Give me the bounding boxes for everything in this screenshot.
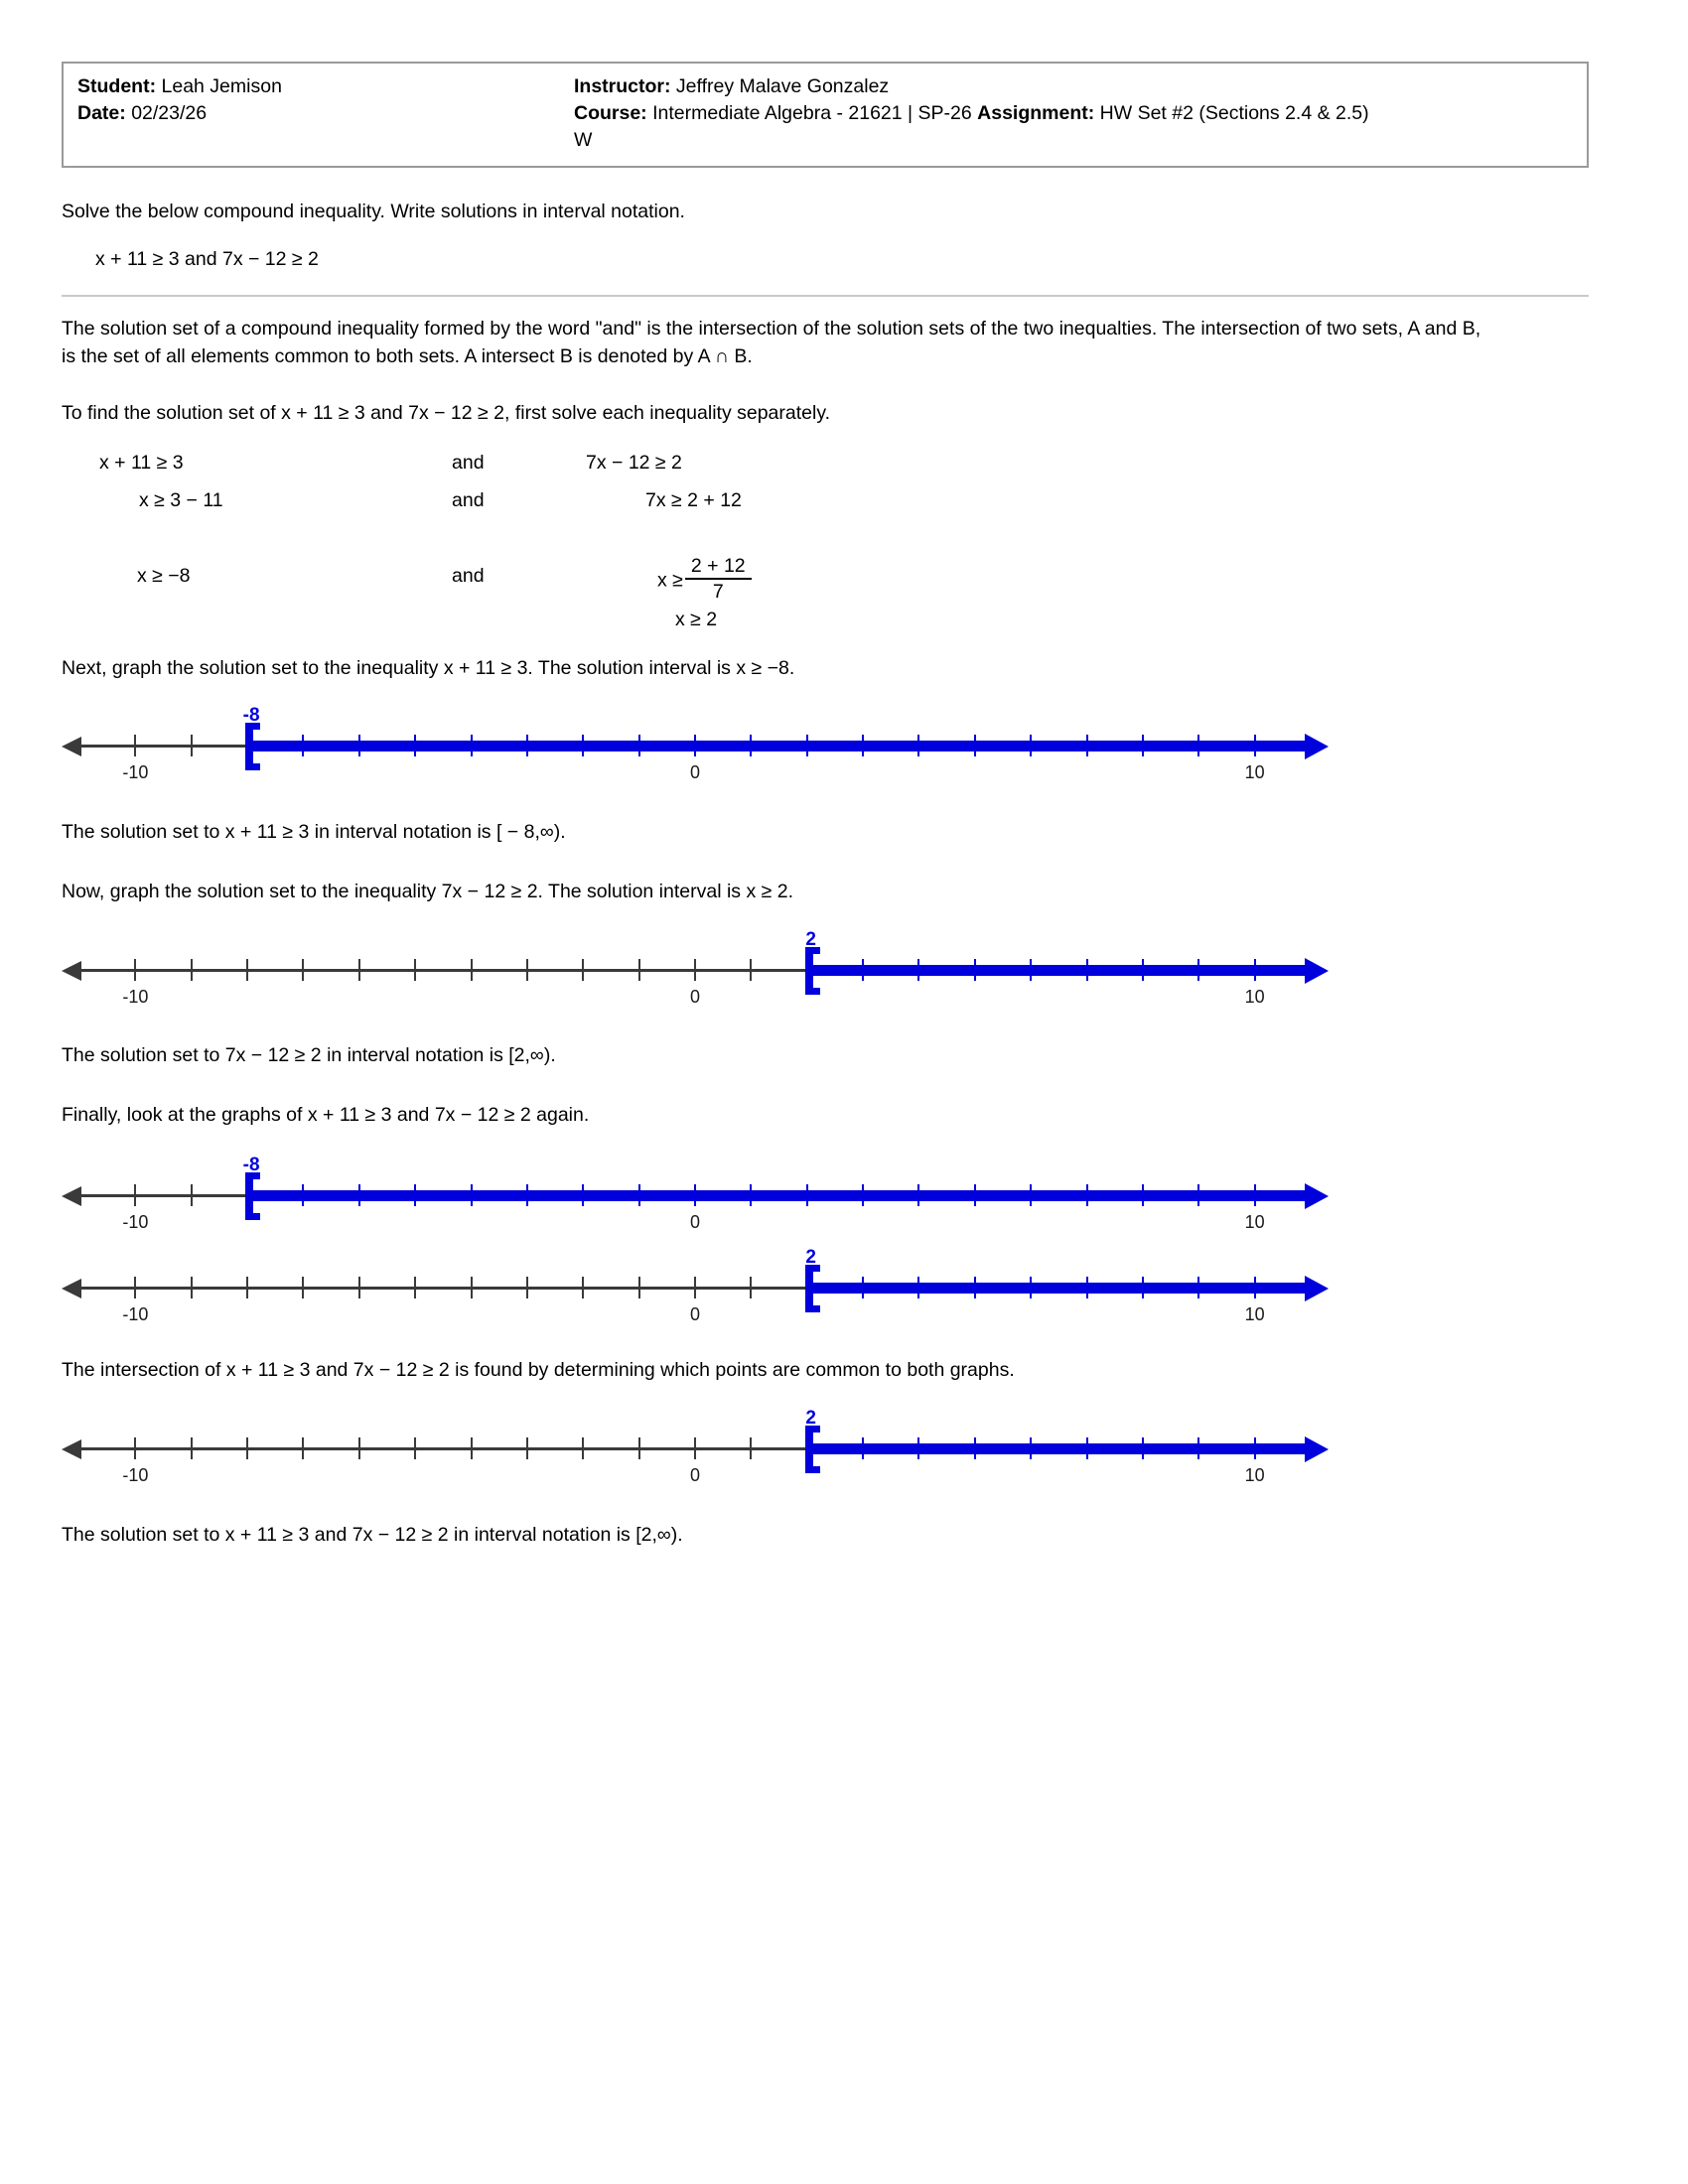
algebra-work [99, 452, 993, 646]
endpoint-bracket-icon [805, 1426, 820, 1473]
step-finally: Finally, look at the graphs of x + 11 ≥ 3 and 7x − 12 ≥ 2 again. [62, 1104, 590, 1126]
axis-tick-label: -10 [122, 987, 149, 1007]
endpoint-label: 2 [805, 929, 817, 950]
axis-tick [471, 1437, 473, 1459]
step-graph-second: Now, graph the solution set to the inequality 7x − 12 ≥ 2. The solution interval is x ≥ 2. [62, 881, 794, 902]
axis-tick [750, 1437, 752, 1459]
fraction [685, 555, 752, 604]
graph-x-ge-neg8 [62, 707, 1352, 786]
explanation-intro: The solution set of a compound inequality formed by the word "and" is the intersection of the solution sets of the two inequalties. The intersection of two sets, A and B, is the set of all elements common to both sets. A intersect B is denoted by A ∩ B. [62, 318, 1481, 367]
work-row-left: x ≥ 3 − 11 [139, 489, 223, 511]
axis-arrow-left-icon [62, 1279, 81, 1298]
section-divider [62, 295, 1589, 297]
axis-tick-label: -10 [122, 762, 149, 782]
axis-tick-label: -10 [122, 1465, 149, 1485]
problem-prompt: Solve the below compound inequality. Write solutions in interval notation. [62, 201, 685, 222]
endpoint-bracket-icon [805, 1265, 820, 1312]
step-interval-first: The solution set to x + 11 ≥ 3 in interval notation is [ − 8,∞). [62, 821, 566, 843]
student-label: Student: [77, 75, 157, 97]
axis-tick-label: 0 [689, 1465, 701, 1485]
graph-intersection [62, 1410, 1352, 1489]
work-row-right: 7x ≥ 2 + 12 [645, 489, 742, 511]
solution-ray [807, 1283, 1305, 1294]
work-row-right: x ≥ 2 [675, 609, 718, 630]
student-name: Leah Jemison [161, 75, 282, 97]
axis-tick [358, 1437, 360, 1459]
step-intersection: The intersection of x + 11 ≥ 3 and 7x − 12 ≥ 2 is found by determining which points are common to both graphs. [62, 1359, 1015, 1381]
step-interval-second: The solution set to 7x − 12 ≥ 2 in interval notation is [2,∞). [62, 1044, 556, 1066]
axis-tick-label: 0 [689, 1304, 701, 1324]
explanation-solve-separately: To find the solution set of x + 11 ≥ 3 and 7x − 12 ≥ 2, first solve each inequality separately. [62, 402, 831, 424]
axis-tick [134, 1277, 136, 1298]
axis-tick [358, 959, 360, 981]
number-line-canvas [62, 931, 1352, 1011]
graph-x-ge-2 [62, 931, 1352, 1011]
axis-tick [191, 1437, 193, 1459]
graph-recap-x-ge-neg8 [62, 1157, 1352, 1236]
axis-tick [526, 1277, 528, 1298]
axis-tick [694, 959, 696, 981]
axis-tick [526, 1437, 528, 1459]
axis-tick [638, 959, 640, 981]
course-label: Course: [574, 101, 647, 124]
axis-tick [582, 1277, 584, 1298]
axis-tick [191, 735, 193, 756]
axis-tick [191, 1277, 193, 1298]
solution-ray [807, 965, 1305, 976]
number-line-canvas [62, 1249, 1352, 1328]
axis-tick [302, 1277, 304, 1298]
course-line [574, 100, 1573, 127]
number-line-canvas [62, 1157, 1352, 1236]
solution-ray [247, 741, 1305, 751]
problem-expression: x + 11 ≥ 3 and 7x − 12 ≥ 2 [95, 248, 319, 270]
axis-tick [694, 1437, 696, 1459]
date-label: Date: [77, 101, 126, 124]
axis-tick [246, 959, 248, 981]
axis-tick [582, 1437, 584, 1459]
axis-tick [414, 1277, 416, 1298]
axis-tick [582, 959, 584, 981]
ray-arrow-right-icon [1305, 1183, 1329, 1209]
work-row-left: x ≥ −8 [137, 565, 191, 587]
axis-tick [302, 1437, 304, 1459]
final-answer: The solution set to x + 11 ≥ 3 and 7x − 12 ≥ 2 in interval notation is [2,∞). [62, 1524, 683, 1546]
axis-tick [191, 1184, 193, 1206]
work-row [99, 489, 993, 527]
course-name: Intermediate Algebra - 21621 | SP-26 [652, 101, 972, 124]
axis-tick-label: 10 [1244, 1465, 1265, 1485]
endpoint-label: 2 [805, 1408, 817, 1429]
axis-tick [302, 959, 304, 981]
assignment-name: HW Set #2 (Sections 2.4 & 2.5) [1099, 101, 1369, 124]
axis-arrow-left-icon [62, 1439, 81, 1459]
solution-ray [807, 1443, 1305, 1454]
date-line [77, 100, 574, 127]
axis-tick [694, 1277, 696, 1298]
axis-tick [471, 959, 473, 981]
axis-tick-label: 10 [1244, 1212, 1265, 1232]
endpoint-bracket-icon [245, 1172, 260, 1220]
header-trailing-text: W [574, 128, 593, 151]
assignment-label: Assignment: [977, 101, 1095, 124]
axis-tick [134, 735, 136, 756]
axis-tick [638, 1437, 640, 1459]
instructor-line [574, 73, 1573, 100]
work-row-left: x + 11 ≥ 3 [99, 452, 184, 474]
assignment-header [62, 62, 1589, 168]
work-row [99, 452, 993, 489]
axis-tick-label: 0 [689, 1212, 701, 1232]
ray-arrow-right-icon [1305, 734, 1329, 759]
step-graph-first: Next, graph the solution set to the inequality x + 11 ≥ 3. The solution interval is x ≥ −8. [62, 657, 795, 679]
endpoint-bracket-icon [805, 947, 820, 995]
endpoint-label: -8 [242, 705, 260, 726]
axis-tick [638, 1277, 640, 1298]
ray-arrow-right-icon [1305, 958, 1329, 984]
fraction-lhs: x ≥ [657, 569, 683, 592]
axis-tick [134, 1437, 136, 1459]
endpoint-label: 2 [805, 1247, 817, 1268]
axis-tick [191, 959, 193, 981]
axis-tick-label: 10 [1244, 762, 1265, 782]
axis-arrow-left-icon [62, 737, 81, 756]
solution-ray [247, 1190, 1305, 1201]
axis-tick-label: 10 [1244, 1304, 1265, 1324]
header-course-block [574, 73, 1573, 154]
instructor-name: Jeffrey Malave Gonzalez [675, 75, 890, 97]
axis-tick [134, 1184, 136, 1206]
axis-tick [750, 959, 752, 981]
axis-tick-label: 0 [689, 987, 701, 1007]
date-value: 02/23/26 [131, 101, 208, 124]
axis-tick [750, 1277, 752, 1298]
axis-tick [358, 1277, 360, 1298]
axis-tick [134, 959, 136, 981]
header-student-block [77, 73, 574, 154]
endpoint-label: -8 [242, 1155, 260, 1175]
work-row-conj: and [452, 489, 485, 511]
work-row-right [586, 557, 1015, 606]
axis-tick-label: 10 [1244, 987, 1265, 1007]
axis-tick [471, 1277, 473, 1298]
work-row [99, 527, 993, 609]
endpoint-bracket-icon [245, 723, 260, 770]
axis-tick [414, 959, 416, 981]
work-row-conj: and [452, 452, 485, 474]
axis-tick [414, 1437, 416, 1459]
fraction-denominator: 7 [712, 581, 724, 604]
instructor-label: Instructor: [574, 75, 671, 97]
axis-tick [246, 1277, 248, 1298]
axis-arrow-left-icon [62, 961, 81, 981]
graph-recap-x-ge-2 [62, 1249, 1352, 1328]
fraction-numerator: 2 + 12 [685, 555, 752, 580]
student-line [77, 73, 574, 100]
number-line-canvas [62, 1410, 1352, 1489]
axis-tick [526, 959, 528, 981]
work-row [99, 609, 993, 646]
ray-arrow-right-icon [1305, 1436, 1329, 1462]
axis-tick-label: 0 [689, 762, 701, 782]
axis-arrow-left-icon [62, 1186, 81, 1206]
work-row-conj: and [452, 565, 485, 587]
number-line-canvas [62, 707, 1352, 786]
axis-tick [246, 1437, 248, 1459]
work-row-right: 7x − 12 ≥ 2 [586, 452, 682, 474]
axis-tick-label: -10 [122, 1212, 149, 1232]
axis-tick-label: -10 [122, 1304, 149, 1324]
ray-arrow-right-icon [1305, 1276, 1329, 1301]
